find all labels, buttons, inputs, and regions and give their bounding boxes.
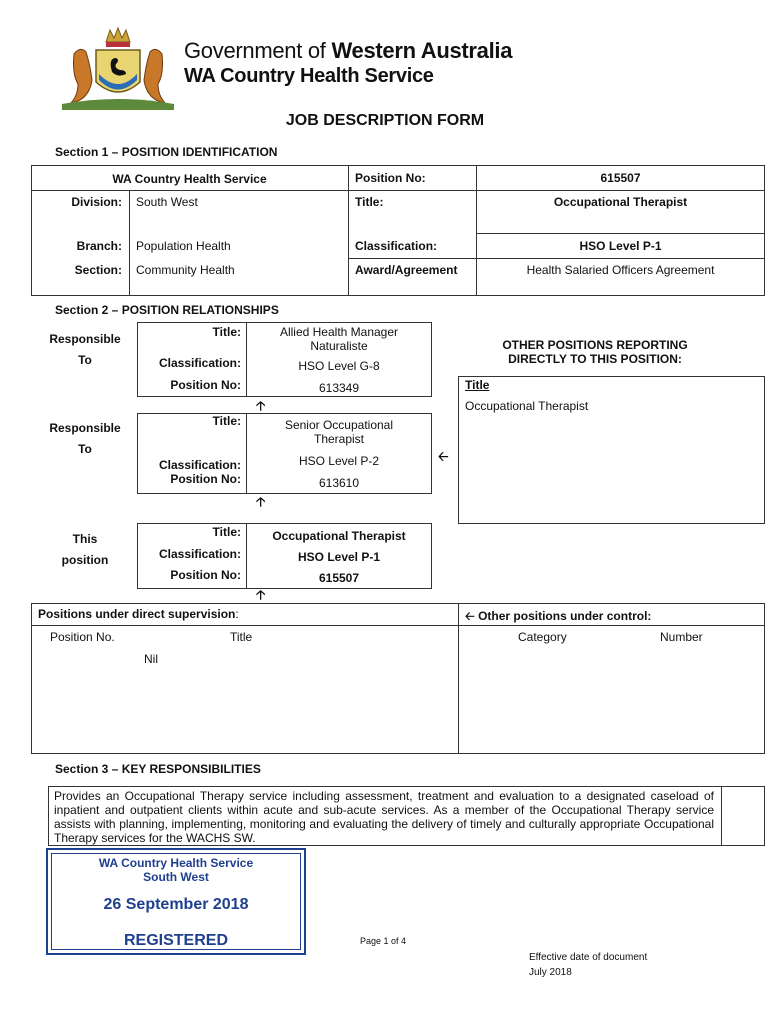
form-title: JOB DESCRIPTION FORM	[285, 112, 485, 129]
position-no-label: Position No:	[355, 171, 426, 185]
box3-position-no-label: Position No:	[170, 568, 241, 582]
responsible-to-label-2: Responsible To	[49, 421, 121, 456]
gov-line1-bold: Western Australia	[331, 38, 513, 63]
effective-date-label: Effective date of document	[529, 952, 648, 963]
section2-heading: Section 2 – POSITION RELATIONSHIPS	[55, 303, 279, 317]
other-title-value: Occupational Therapist	[465, 399, 589, 413]
box3-title: Occupational Therapist	[272, 529, 406, 543]
box2-classification-label: Classification:	[158, 458, 241, 472]
award-label: Award/Agreement	[355, 263, 458, 277]
box2-position-no-label: Position No:	[170, 472, 241, 486]
nil-value: Nil	[144, 652, 158, 666]
gov-line2: WA Country Health Service	[184, 65, 434, 87]
branch-value: Population Health	[136, 239, 231, 253]
section1-heading: Section 1 – POSITION IDENTIFICATION	[55, 145, 278, 159]
box1-position-no: 613349	[318, 381, 360, 395]
col-category: Category	[518, 630, 567, 644]
title-value: Occupational Therapist	[553, 195, 688, 209]
title-label: Title:	[355, 195, 384, 209]
up-arrow-icon: 🡡	[256, 494, 266, 509]
classification-label: Classification:	[355, 239, 438, 253]
stamp-line2: South West	[143, 870, 209, 884]
box2-position-no: 613610	[318, 476, 360, 490]
col-number: Number	[660, 630, 703, 644]
award-value: Health Salaried Officers Agreement	[526, 263, 715, 277]
position-no-value: 615507	[600, 171, 641, 185]
branch-label: Branch:	[76, 239, 122, 253]
box3-classification-label: Classification:	[158, 547, 241, 561]
division-value: South West	[136, 195, 198, 209]
org-name: WA Country Health Service	[112, 172, 267, 186]
this-position-label: This position	[61, 532, 109, 567]
box1-classification-label: Classification:	[158, 356, 241, 370]
classification-value: HSO Level P-1	[579, 239, 662, 253]
division-label: Division:	[71, 195, 122, 209]
box1-classification: HSO Level G-8	[298, 359, 380, 373]
box2-classification: HSO Level P-2	[298, 454, 380, 468]
responsible-to-label: Responsible To	[49, 332, 121, 367]
left-arrow-icon: 🡠	[438, 449, 449, 464]
box2-title: Senior Occupational Therapist	[284, 418, 394, 446]
up-arrow-icon: 🡡	[256, 398, 266, 413]
left-arrow-icon: 🡠	[465, 609, 475, 623]
gov-line1-regular: Government of	[184, 38, 326, 63]
up-arrow-icon: 🡡	[256, 587, 266, 602]
col-title: Title	[230, 630, 253, 644]
box1-title: Allied Health Manager Naturaliste	[279, 325, 399, 353]
section-label: Section:	[74, 263, 122, 277]
box1-position-no-label: Position No:	[170, 378, 241, 392]
key-responsibilities-text: Provides an Occupational Therapy service including assessment, treatment and evaluation to a designated caseload of inpatient and outpatient clients within acute and sub-acute services. As a member of the Occupational Therapy service assists with planning, implementing, monitoring and evaluating the delivery of timely and culturally appropriate Occupational Therapy services for the WACHS SW.	[54, 789, 714, 845]
stamp-date: 26 September 2018	[103, 896, 249, 913]
other-positions-heading: OTHER POSITIONS REPORTING DIRECTLY TO THIS POSITION:	[502, 338, 688, 366]
section-value: Community Health	[136, 263, 235, 277]
stamp-status: REGISTERED	[123, 932, 228, 949]
box1-title-label: Title:	[212, 325, 241, 339]
page-number: Page 1 of 4	[360, 936, 407, 946]
stamp-line1: WA Country Health Service	[98, 856, 254, 870]
wa-crest-logo	[56, 24, 180, 112]
effective-date-value: July 2018	[529, 967, 572, 978]
col-position-no: Position No.	[50, 630, 115, 644]
box3-classification: HSO Level P-1	[297, 550, 381, 564]
other-title-label: Title	[465, 378, 490, 392]
box2-title-label: Title:	[212, 414, 241, 428]
supervision-label: Positions under direct supervision:	[38, 607, 239, 621]
box3-position-no: 615507	[318, 571, 360, 585]
section3-heading: Section 3 – KEY RESPONSIBILITIES	[55, 762, 261, 776]
control-label: 🡠 Other positions under control:	[465, 609, 652, 623]
government-header	[184, 38, 564, 88]
box3-title-label: Title:	[212, 525, 241, 539]
